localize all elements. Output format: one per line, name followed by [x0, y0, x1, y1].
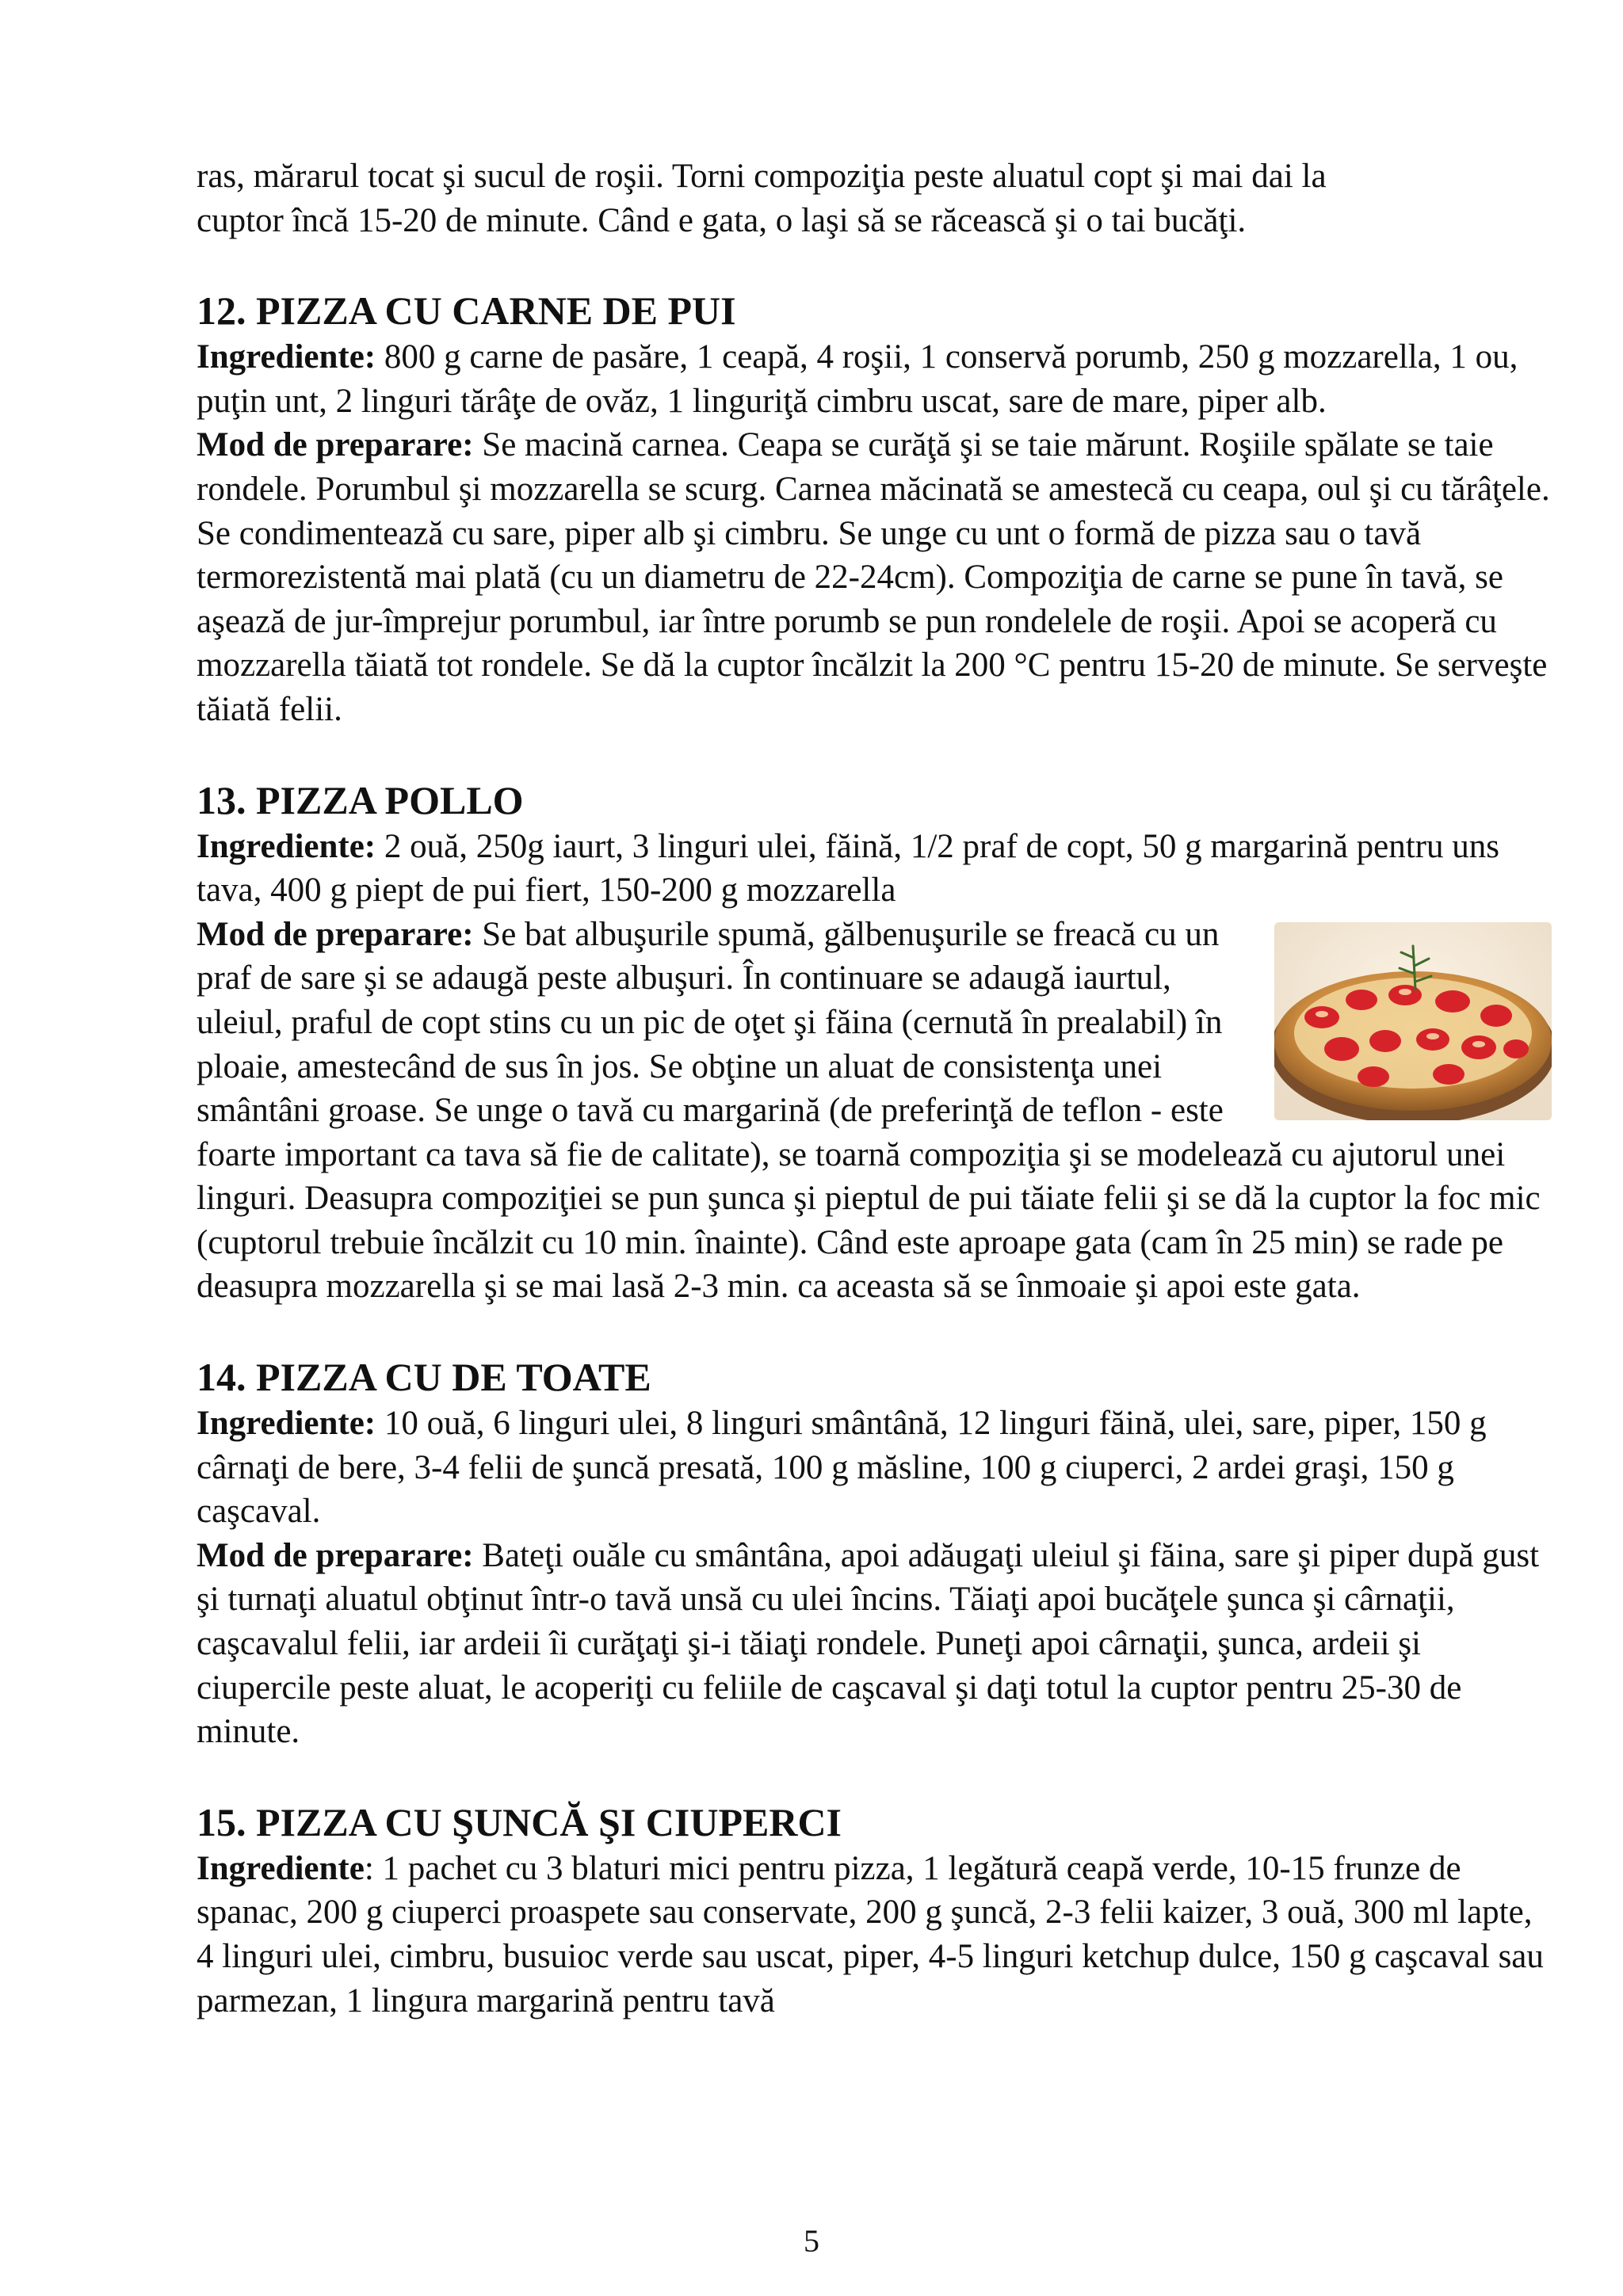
intro-line-2: cuptor încă 15-20 de minute. Când e gata, o laşi să se răcească şi o tai bucăţi.	[197, 201, 1247, 239]
method-paragraph	[197, 423, 1552, 731]
page-number: 5	[804, 2223, 819, 2259]
recipe-12	[197, 286, 1552, 731]
recipe-title: 13. PIZZA POLLO	[197, 777, 524, 822]
ingredients-paragraph	[197, 1402, 1552, 1534]
ingredients-paragraph	[197, 1847, 1552, 2023]
recipe-title: 14. PIZZA CU DE TOATE	[197, 1355, 651, 1400]
method-text: Se macină carnea. Ceapa se curăţă şi se taie mărunt. Roşiile spălate se taie rondele. Porumbul şi mozzarella se scurg. Carnea măcinată se amestecă cu ceapa, oul şi cu tărâţele. Se condimentează cu sare, piper alb şi cimbru. Se unge cu unt o formă de pizza sau o tavă termorezistentă mai plată (cu un diametru de 22-24cm). Compoziţia de carne se pune în tavă, se aşează de jur-împrejur porumbul, iar între porumb se pun rondelele de roşii. Apoi se acoperă cu mozzarella tăiată tot rondele. Se dă la cuptor încălzit la 200 °C pentru 15-20 de minute. Se serveşte tăiată felii.	[197, 426, 1550, 728]
method-text: Se bat albuşurile spumă, gălbenuşurile se freacă cu un praf de sare şi se adaugă peste albuşuri. În continuare se adaugă iaurtul, uleiul, praful de copt stins cu un pic de oţet şi făina (cernută în prealabil) în ploaie, amestecând de sus în jos. Se obţine un aluat de consistenţa unei smântâni groase. Se unge o tavă cu margarină (de preferinţă de teflon - este foarte important ca tava să fie de calitate), se toarnă compoziţia şi se modelează cu ajutorul unei linguri. Deasupra compoziţiei se pun şunca şi pieptul de pui tăiate felii şi se dă la cuptor la foc mic (cuptorul trebuie încălzit cu 10 min. înainte). Când este aproape gata (cam în 25 min) se rade pe deasupra mozzarella şi se mai lasă 2-3 min. ca aceasta să se înmoaie şi apoi este gata.	[197, 915, 1541, 1306]
recipe-15	[197, 1798, 1552, 2023]
document-page	[197, 154, 1552, 2023]
ingredients-label: Ingrediente:	[197, 338, 376, 376]
method-text: Bateţi ouăle cu smântâna, apoi adăugaţi uleiul şi făina, sare şi piper după gust şi turnaţi aluatul obţinut într-o tavă unsă cu ulei încins. Tăiaţi apoi bucăţele şunca şi cârnaţii, caşcavalul felii, iar ardeii îi curăţaţi şi-i tăiaţi rondele. Puneţi apoi cârnaţii, şunca, ardeii şi ciupercile peste aluat, le acoperiţi cu feliile de caşcaval şi daţi totul la cuptor pentru 25-30 de minute.	[197, 1536, 1540, 1751]
ingredients-text: 10 ouă, 6 linguri ulei, 8 linguri smântână, 12 linguri făină, ulei, sare, piper, 150 g cârnaţi de bere, 3-4 felii de şuncă presată, 100 g măsline, 100 g ciuperci, 2 ardei graşi, 150 g caşcaval.	[197, 1405, 1487, 1531]
method-label: Mod de preparare:	[197, 426, 474, 464]
recipe-title: 15. PIZZA CU ŞUNCĂ ŞI CIUPERCI	[197, 1799, 842, 1844]
recipe-13	[197, 776, 1552, 1310]
method-paragraph	[197, 1534, 1552, 1754]
ingredients-label: Ingrediente:	[197, 827, 376, 865]
intro-line-1: ras, mărarul tocat şi sucul de roşii. Torni compoziţia peste aluatul copt şi mai dai la	[197, 158, 1327, 195]
ingredients-paragraph	[197, 335, 1552, 423]
ingredients-text: 800 g carne de pasăre, 1 ceapă, 4 roşii, 1 conservă porumb, 250 g mozzarella, 1 ou, puţin unt, 2 linguri tărâţe de ovăz, 1 linguriţă cimbru uscat, sare de mare, piper alb.	[197, 338, 1518, 420]
method-label: Mod de preparare:	[197, 915, 474, 953]
pizza-photo	[1274, 922, 1552, 1120]
ingredients-label: Ingrediente:	[197, 1405, 376, 1443]
ingredients-label: Ingrediente	[197, 1849, 365, 1887]
intro-paragraph	[197, 154, 1552, 242]
method-label: Mod de preparare:	[197, 1536, 474, 1574]
ingredients-text: 2 ouă, 250g iaurt, 3 linguri ulei, făină, 1/2 praf de copt, 50 g margarină pentru uns tava, 400 g piept de pui fiert, 150-200 g mozzarella	[197, 827, 1499, 910]
recipe-title: 12. PIZZA CU CARNE DE PUI	[197, 288, 736, 334]
ingredients-text: : 1 pachet cu 3 blaturi mici pentru pizza, 1 legătură ceapă verde, 10-15 frunze de spanac, 200 g ciuperci proaspete sau conservate, 200 g şuncă, 2-3 felii kaizer, 3 ouă, 300 ml lapte, 4 linguri ulei, cimbru, busuioc verde sau uscat, piper, 4-5 linguri ketchup dulce, 150 g caşcaval sau parmezan, 1 lingura margarină pentru tavă	[197, 1849, 1544, 2019]
ingredients-paragraph	[197, 825, 1552, 913]
recipe-14	[197, 1352, 1552, 1754]
